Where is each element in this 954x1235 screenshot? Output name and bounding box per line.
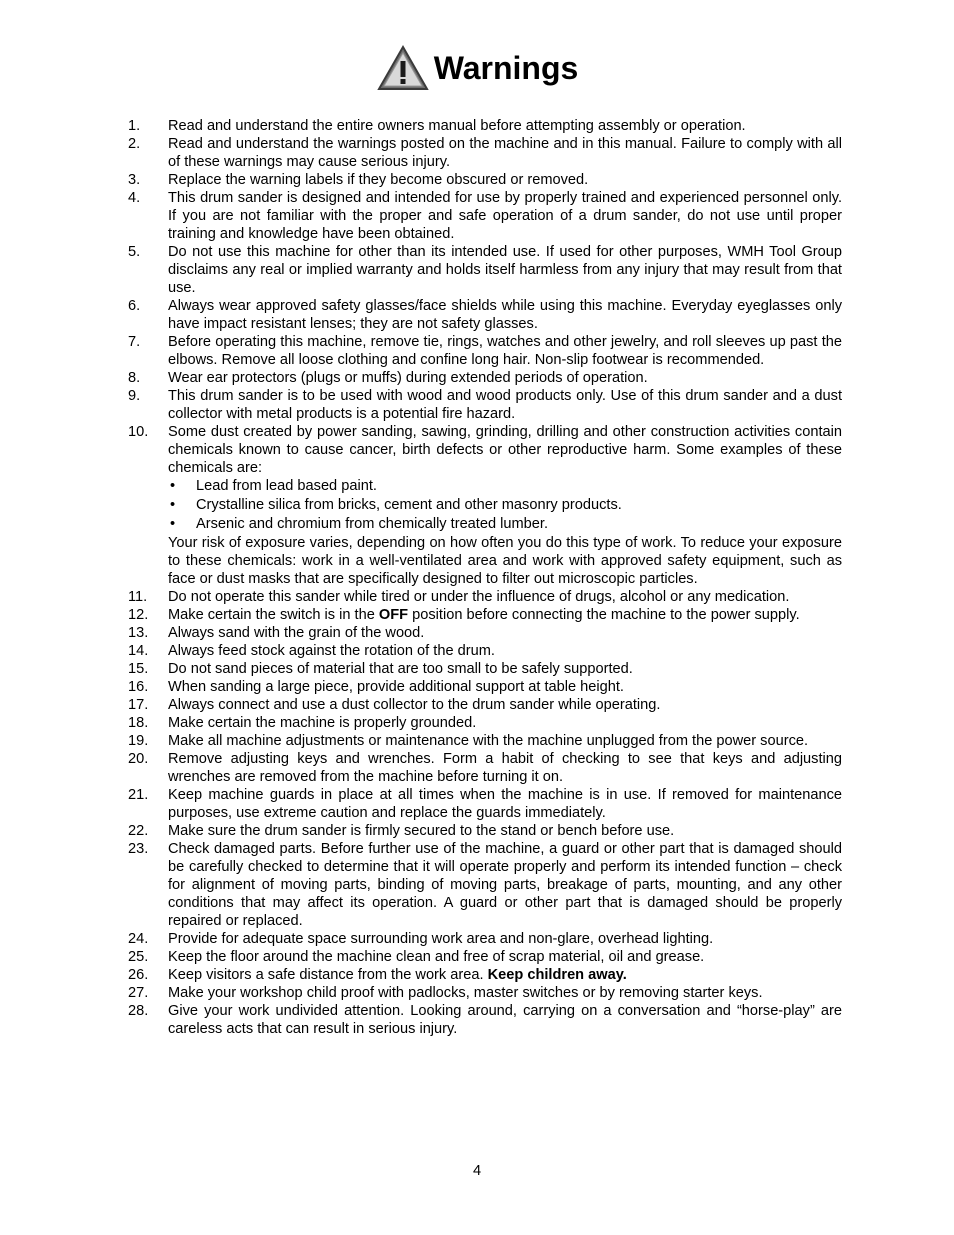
list-item bbox=[128, 696, 842, 714]
list-item bbox=[128, 189, 842, 243]
item-number: 4. bbox=[128, 190, 141, 206]
item-text: Do not sand pieces of material that are too small to be safely supported. bbox=[168, 661, 633, 677]
item-text: Always wear approved safety glasses/face shields while using this machine. Everyday eyeglasses only have impact resistant lenses; they are not safety glasses. bbox=[168, 298, 842, 332]
item-text: Before operating this machine, remove tie, rings, watches and other jewelry, and roll sleeves up past the elbows. Remove all loose clothing and confine long hair. Non-slip footwear is recommended. bbox=[168, 334, 842, 368]
item-text: Replace the warning labels if they become obscured or removed. bbox=[168, 172, 589, 188]
list-item bbox=[128, 1002, 842, 1038]
item-text: Always feed stock against the rotation of the drum. bbox=[168, 643, 495, 659]
item-text: Read and understand the warnings posted on the machine and in this manual. Failure to comply with all of these warnings may cause serious injury. bbox=[168, 136, 842, 170]
item-number: 22. bbox=[128, 823, 149, 839]
page-number: 4 bbox=[472, 1163, 482, 1179]
item-number: 13. bbox=[128, 625, 149, 641]
list-item bbox=[128, 660, 842, 678]
item-number: 7. bbox=[128, 334, 141, 350]
list-item bbox=[128, 135, 842, 171]
item-text: Make sure the drum sander is firmly secured to the stand or bench before use. bbox=[168, 823, 675, 839]
list-item bbox=[128, 588, 842, 606]
item-number: 26. bbox=[128, 967, 149, 983]
item-text: Wear ear protectors (plugs or muffs) during extended periods of operation. bbox=[168, 370, 648, 386]
list-item bbox=[128, 948, 842, 966]
bullet-icon: • bbox=[170, 516, 176, 532]
list-item bbox=[128, 606, 842, 624]
item-text: When sanding a large piece, provide additional support at table height. bbox=[168, 679, 624, 695]
list-item bbox=[128, 732, 842, 750]
list-item bbox=[128, 624, 842, 642]
list-item bbox=[128, 966, 842, 984]
item-text: Keep the floor around the machine clean and free of scrap material, oil and grease. bbox=[168, 949, 705, 965]
list-item bbox=[128, 930, 842, 948]
item-number: 2. bbox=[128, 136, 141, 152]
list-item bbox=[128, 840, 842, 930]
item-text: Do not use this machine for other than its intended use. If used for other purposes, WMH Tool Group disclaims any real or implied warranty and holds itself harmless from any injury that may result from that use. bbox=[168, 244, 842, 296]
item-text: This drum sander is to be used with wood and wood products only. Use of this drum sander and a dust collector with metal products is a potential fire hazard. bbox=[168, 388, 842, 422]
item-number: 23. bbox=[128, 841, 149, 857]
bullet-item bbox=[168, 515, 842, 534]
warning-triangle-icon bbox=[376, 44, 430, 92]
item-text: Make your workshop child proof with padlocks, master switches or by removing starter keys. bbox=[168, 985, 763, 1001]
item-text: Always sand with the grain of the wood. bbox=[168, 625, 425, 641]
list-item bbox=[128, 786, 842, 822]
item-text: Give your work undivided attention. Looking around, carrying on a conversation and “horse-play” are careless acts that can result in serious injury. bbox=[168, 1003, 842, 1037]
warnings-list bbox=[128, 117, 842, 1038]
item-number: 15. bbox=[128, 661, 149, 677]
list-item bbox=[128, 369, 842, 387]
item-text: Remove adjusting keys and wrenches. Form a habit of checking to see that keys and adjusting wrenches are removed from the machine before turning it on. bbox=[168, 751, 842, 785]
list-item bbox=[128, 297, 842, 333]
item-text: Read and understand the entire owners manual before attempting assembly or operation. bbox=[168, 118, 746, 134]
bullet-item bbox=[168, 496, 842, 515]
item-text: Keep visitors a safe distance from the work area. bbox=[168, 967, 488, 983]
item-number: 16. bbox=[128, 679, 149, 695]
page-title: Warnings bbox=[433, 50, 579, 86]
item-number: 18. bbox=[128, 715, 149, 731]
item-number: 27. bbox=[128, 985, 149, 1001]
item-number: 21. bbox=[128, 787, 149, 803]
chemicals-list bbox=[168, 477, 842, 534]
list-item bbox=[128, 171, 842, 189]
item-number: 8. bbox=[128, 370, 141, 386]
item-number: 19. bbox=[128, 733, 149, 749]
item-text: Make all machine adjustments or maintenance with the machine unplugged from the power source. bbox=[168, 733, 809, 749]
item-text: Do not operate this sander while tired or under the influence of drugs, alcohol or any medication. bbox=[168, 589, 790, 605]
item-number: 20. bbox=[128, 751, 149, 767]
list-item bbox=[128, 984, 842, 1002]
item-number: 25. bbox=[128, 949, 149, 965]
bullet-text: Lead from lead based paint. bbox=[196, 478, 377, 494]
item-number: 24. bbox=[128, 931, 149, 947]
item-number: 5. bbox=[128, 244, 141, 260]
list-item bbox=[128, 714, 842, 732]
bullet-text: Arsenic and chromium from chemically treated lumber. bbox=[196, 516, 549, 532]
item-text-bold: Keep children away. bbox=[487, 967, 627, 983]
bullet-icon: • bbox=[170, 478, 176, 494]
item-text: Provide for adequate space surrounding work area and non-glare, overhead lighting. bbox=[168, 931, 714, 947]
list-item bbox=[128, 678, 842, 696]
item-text: Check damaged parts. Before further use of the machine, a guard or other part that is damaged should be carefully checked to determine that it will operate properly and perform its intended function – check for alignment of moving parts, binding of moving parts, breakage of parts, mounting, and any other conditions that may affect its operation. A guard or other part that is damaged should be properly repaired or replaced. bbox=[168, 841, 842, 929]
item-number: 28. bbox=[128, 1003, 149, 1019]
bullet-item bbox=[168, 477, 842, 496]
item-number: 6. bbox=[128, 298, 141, 314]
item-text: This drum sander is designed and intended for use by properly trained and experienced personnel only. If you are not familiar with the proper and safe operation of a drum sander, do not use until proper training and knowledge have been obtained. bbox=[168, 190, 842, 242]
item-number: 10. bbox=[128, 424, 149, 440]
item-number: 1. bbox=[128, 118, 141, 134]
item-number: 11. bbox=[128, 589, 148, 605]
page-header bbox=[0, 44, 954, 92]
item-text: Some dust created by power sanding, sawing, grinding, drilling and other construction activities contain chemicals known to cause cancer, birth defects or other reproductive harm. Some examples of these chemicals are: bbox=[168, 424, 842, 476]
item-text: position before connecting the machine to the power supply. bbox=[408, 607, 800, 623]
item-text: Your risk of exposure varies, depending on how often you do this type of work. To reduce your exposure to these chemicals: work in a well-ventilated area and work with approved safety equipment, such as face or dust masks that are specifically designed to filter out microscopic particles. bbox=[168, 535, 842, 587]
item-number: 14. bbox=[128, 643, 149, 659]
bullet-text: Crystalline silica from bricks, cement and other masonry products. bbox=[196, 497, 622, 513]
item-number: 3. bbox=[128, 172, 141, 188]
list-item bbox=[128, 642, 842, 660]
item-number: 12. bbox=[128, 607, 149, 623]
list-item bbox=[128, 423, 842, 588]
list-item bbox=[128, 117, 842, 135]
item-text: Always connect and use a dust collector to the drum sander while operating. bbox=[168, 697, 661, 713]
item-text-bold: OFF bbox=[378, 607, 409, 623]
list-item bbox=[128, 387, 842, 423]
bullet-icon: • bbox=[170, 497, 176, 513]
list-item bbox=[128, 822, 842, 840]
list-item bbox=[128, 750, 842, 786]
list-item bbox=[128, 243, 842, 297]
item-number: 17. bbox=[128, 697, 149, 713]
list-item bbox=[128, 333, 842, 369]
item-text: Keep machine guards in place at all times when the machine is in use. If removed for maintenance purposes, use extreme caution and replace the guards immediately. bbox=[168, 787, 842, 821]
item-text: Make certain the machine is properly grounded. bbox=[168, 715, 477, 731]
item-number: 9. bbox=[128, 388, 141, 404]
item-text: Make certain the switch is in the bbox=[168, 607, 379, 623]
